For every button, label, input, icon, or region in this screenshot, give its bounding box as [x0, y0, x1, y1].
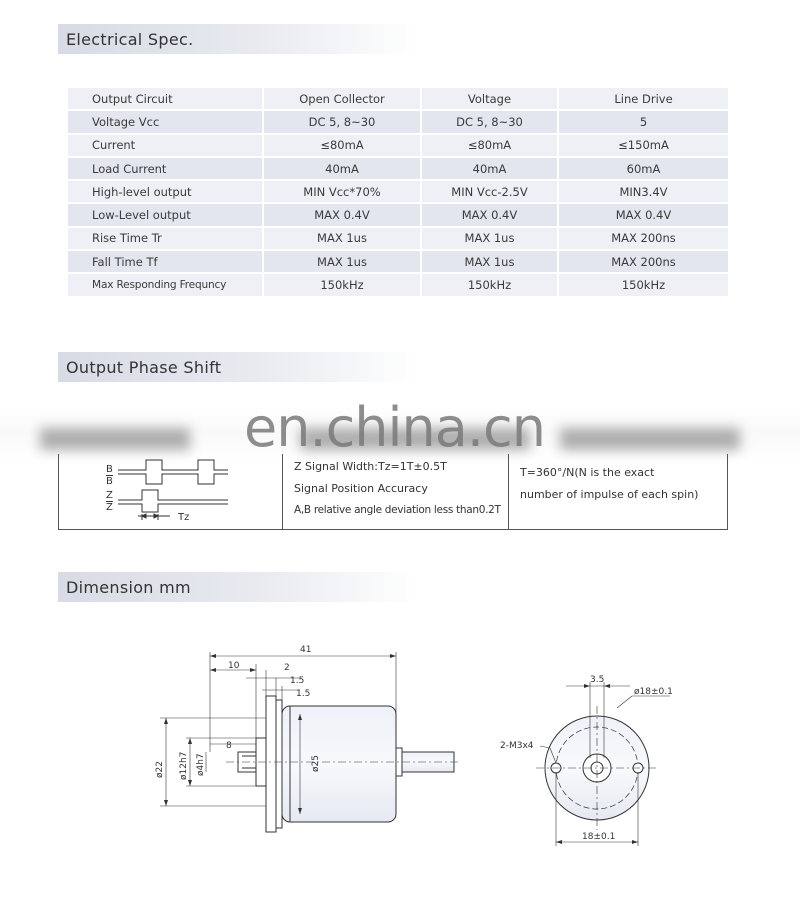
signal-label-z: Z: [106, 490, 113, 501]
spec-row-label: Output Circuit: [68, 88, 264, 109]
dim-dia-22: ø22: [155, 761, 165, 778]
signal-position-accuracy-text: Signal Position Accuracy: [294, 482, 428, 495]
spec-row-label: Max Responding Frequncy: [68, 274, 264, 295]
dim-41: 41: [300, 645, 312, 655]
spec-row-label: Voltage Vcc: [68, 111, 264, 132]
dimension-drawing: [0, 620, 800, 880]
dim-pcd: ø18±0.1: [634, 687, 673, 697]
spec-cell-c2: MAX 1us: [422, 228, 559, 249]
spec-cell-c3: MAX 0.4V: [559, 204, 728, 225]
dim-dia-25: ø25: [311, 755, 321, 772]
spec-row: [68, 135, 728, 156]
spec-cell-c3: 150kHz: [559, 274, 728, 295]
waveform-z: [118, 490, 228, 500]
spec-cell-c2: MAX 1us: [422, 251, 559, 272]
phase-waveform-diagram: [58, 454, 282, 530]
spec-cell-c2: 40mA: [422, 158, 559, 179]
spec-row: [68, 111, 728, 132]
signal-label-z-bar: Z: [106, 502, 113, 513]
spec-cell-c2: MAX 0.4V: [422, 204, 559, 225]
dim-10: 10: [228, 661, 240, 671]
spec-row-label: Rise Time Tr: [68, 228, 264, 249]
spec-row: [68, 158, 728, 179]
spec-cell-c3: 60mA: [559, 158, 728, 179]
spec-row: [68, 88, 728, 109]
dim-3-5: 3.5: [590, 675, 605, 685]
spec-cell-c1: 40mA: [264, 158, 422, 179]
spec-row-label: Current: [68, 135, 264, 156]
section-title-electrical-spec: Electrical Spec.: [58, 24, 418, 54]
t-formula-line1: T=360°/N(N is the exact: [520, 466, 655, 479]
waveform-b: [118, 460, 228, 470]
spec-row-label: High-level output: [68, 181, 264, 202]
spec-cell-c1: MIN Vcc*70%: [264, 181, 422, 202]
deviation-text: A,B relative angle deviation less than0.2T: [294, 504, 501, 516]
dim-holes: 2-M3x4: [500, 741, 534, 751]
spec-cell-c2: Voltage: [422, 88, 559, 109]
front-view: [536, 682, 670, 846]
dim-dia-12: ø12h7: [179, 751, 189, 780]
signal-label-b: B: [106, 464, 113, 475]
spec-cell-c1: MAX 1us: [264, 251, 422, 272]
spec-row: [68, 274, 728, 295]
spec-cell-c1: Open Collector: [264, 88, 422, 109]
spec-cell-c1: 150kHz: [264, 274, 422, 295]
dim-1-5a: 1.5: [290, 676, 305, 686]
spec-cell-c1: DC 5, 8~30: [264, 111, 422, 132]
z-signal-width-text: Z Signal Width:Tz=1T±0.5T: [294, 460, 447, 473]
spec-cell-c3: MAX 200ns: [559, 228, 728, 249]
spec-row-label: Low-Level output: [68, 204, 264, 225]
spec-cell-c3: 5: [559, 111, 728, 132]
spec-cell-c3: Line Drive: [559, 88, 728, 109]
spec-row: [68, 204, 728, 225]
spec-cell-c2: DC 5, 8~30: [422, 111, 559, 132]
spec-cell-c1: MAX 1us: [264, 228, 422, 249]
spec-cell-c2: 150kHz: [422, 274, 559, 295]
electrical-spec-table: [68, 86, 728, 298]
spec-row-label: Load Current: [68, 158, 264, 179]
spec-cell-c1: MAX 0.4V: [264, 204, 422, 225]
spec-cell-c1: ≤80mA: [264, 135, 422, 156]
dim-18: 18±0.1: [582, 832, 616, 842]
waveform-b-inverted: [118, 474, 228, 484]
side-view: [160, 652, 460, 832]
spec-cell-c3: MIN3.4V: [559, 181, 728, 202]
spec-row-label: Fall Time Tf: [68, 251, 264, 272]
spec-row: [68, 251, 728, 272]
tz-label: Tz: [178, 512, 190, 523]
section-title-dimension: Dimension mm: [58, 572, 418, 602]
spec-row: [68, 228, 728, 249]
dim-1-5b: 1.5: [296, 689, 311, 699]
t-formula-line2: number of impulse of each spin): [520, 488, 699, 501]
dim-2: 2: [284, 663, 290, 673]
waveform-z-inverted: [118, 504, 228, 512]
spec-cell-c3: ≤150mA: [559, 135, 728, 156]
watermark-text: en.china.cn: [244, 396, 545, 459]
spec-row: [68, 181, 728, 202]
spec-cell-c2: MIN Vcc-2.5V: [422, 181, 559, 202]
spec-cell-c2: ≤80mA: [422, 135, 559, 156]
section-title-output-phase-shift: Output Phase Shift: [58, 352, 418, 382]
signal-label-b-bar: B: [106, 476, 113, 487]
spec-cell-c3: MAX 200ns: [559, 251, 728, 272]
dim-8: 8: [226, 741, 232, 751]
dim-dia-4: ø4h7: [196, 753, 206, 776]
